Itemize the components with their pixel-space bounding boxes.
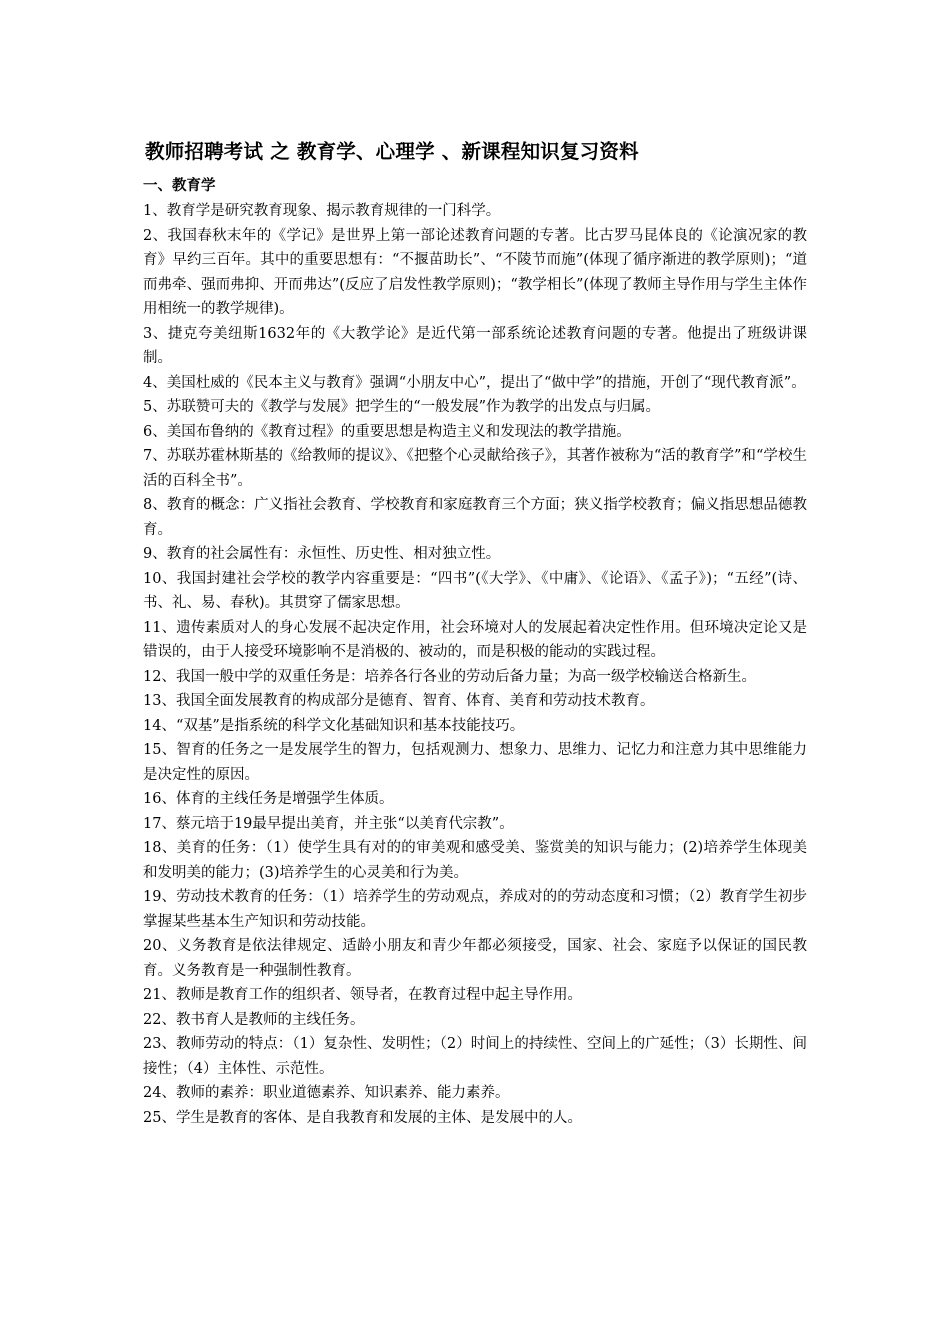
list-item: 8、教育的概念：广义指社会教育、学校教育和家庭教育三个方面；狭义指学校教育；偏义指思想品德教育。 <box>143 497 807 538</box>
list-item: 13、我国全面发展教育的构成部分是德育、智育、体育、美育和劳动技术教育。 <box>143 693 655 709</box>
document-page <box>143 138 807 1130</box>
document-title: 教师招聘考试 之 教育学、心理学 、新课程知识复习资料 <box>145 140 639 163</box>
list-item: 19、劳动技术教育的任务：（1）培养学生的劳动观点，养成对的的劳动态度和习惯；（2）教育学生初步掌握某些基本生产知识和劳动技能。 <box>143 889 807 930</box>
list-item: 20、义务教育是依法律规定、适龄小朋友和青少年都必须接受，国家、社会、家庭予以保证的国民教育。义务教育是一种强制性教育。 <box>143 938 807 979</box>
list-item: 1、教育学是研究教育现象、揭示教育规律的一门科学。 <box>143 203 501 219</box>
list-item: 17、蔡元培于19最早提出美育，并主张“以美育代宗教”。 <box>143 815 514 832</box>
list-item: 15、智育的任务之一是发展学生的智力，包括观测力、想象力、思维力、记忆力和注意力其中思维能力是决定性的原因。 <box>143 742 807 783</box>
list-item: 2、我国春秋末年的《学记》是世界上第一部论述教育问题的专著。比古罗马昆体良的《论演况家的教育》早约三百年。其中的重要思想有：“不揠苗助长”、“不陵节而施”(体现了循序渐进的教学原则)；“道而弗牵、强而弗抑、开而弗达”(反应了启发性教学原则)；“教学相长”(体现了教师主导作用与学生主体作用相统一的教学规律)。 <box>143 227 807 317</box>
list-item: 14、“双基”是指系统的科学文化基础知识和基本技能技巧。 <box>143 717 525 734</box>
item-list <box>143 199 807 1130</box>
list-item: 4、美国杜威的《民本主义与教育》强调“小朋友中心”，提出了“做中学”的措施，开创了“现代教育派”。 <box>143 374 806 391</box>
list-item: 11、遗传素质对人的身心发展不起决定作用，社会环境对人的发展起着决定性作用。但环境决定论又是错误的，由于人接受环境影响不是消极的、被动的，而是积极的能动的实践过程。 <box>143 619 807 660</box>
list-item: 5、苏联赞可夫的《教学与发展》把学生的“一般发展”作为教学的出发点与归属。 <box>143 399 661 415</box>
list-item: 10、我国封建社会学校的教学内容重要是：“四书”(《大学》、《中庸》、《论语》、《孟子》)；“五经”(诗、书、礼、易、春秋)。其贯穿了儒家思想。 <box>143 570 807 611</box>
list-item: 23、教师劳动的特点：（1）复杂性、发明性；（2）时间上的持续性、空间上的广延性；（3）长期性、间接性；（4）主体性、示范性。 <box>143 1036 807 1077</box>
list-item: 22、教书育人是教师的主线任务。 <box>143 1011 365 1028</box>
list-item: 3、捷克夸美纽斯1632年的《大教学论》是近代第一部系统论述教育问题的专著。他提出了班级讲课制。 <box>143 325 807 366</box>
list-item: 7、苏联苏霍林斯基的《给教师的提议》、《把整个心灵献给孩子》，其著作被称为“活的教育学”和“学校生活的百科全书”。 <box>143 448 807 489</box>
section-heading: 一、教育学 <box>143 178 216 194</box>
list-item: 24、教师的素养：职业道德素养、知识素养、能力素养。 <box>143 1085 510 1101</box>
list-item: 12、我国一般中学的双重任务是：培养各行各业的劳动后备力量；为高一级学校输送合格新生。 <box>143 668 756 685</box>
list-item: 18、美育的任务：（1）使学生具有对的的审美观和感受美、鉴赏美的知识与能力；(2)培养学生体现美和发明美的能力；(3)培养学生的心灵美和行为美。 <box>143 840 807 881</box>
list-item: 6、美国布鲁纳的《教育过程》的重要思想是构造主义和发现法的教学措施。 <box>143 423 631 440</box>
list-item: 21、教师是教育工作的组织者、领导者，在教育过程中起主导作用。 <box>143 987 582 1003</box>
list-item: 16、体育的主线任务是增强学生体质。 <box>143 791 394 807</box>
list-item: 9、教育的社会属性有：永恒性、历史性、相对独立性。 <box>143 546 501 562</box>
list-item: 25、学生是教育的客体、是自我教育和发展的主体、是发展中的人。 <box>143 1109 582 1126</box>
